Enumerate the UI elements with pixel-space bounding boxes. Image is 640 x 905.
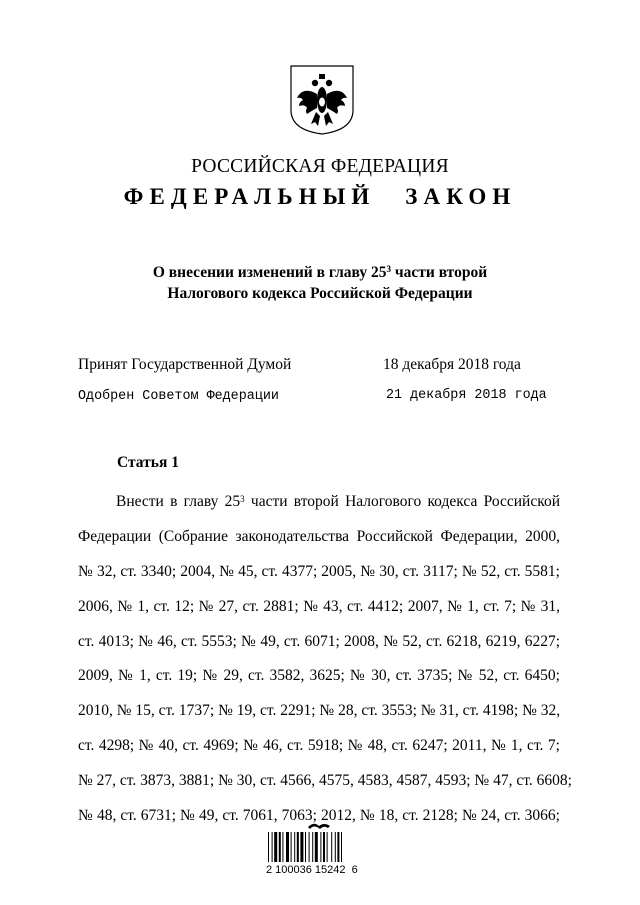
barcode-bar	[282, 832, 283, 862]
barcode-bar	[341, 832, 342, 862]
council-approval-label: Одобрен Советом Федерации	[78, 389, 279, 404]
barcode-bar	[272, 832, 273, 862]
barcode-bar	[327, 832, 328, 862]
article-line: Федерации (Собрание законодательства Российской Федерации, 2000,	[78, 527, 560, 545]
article-line: ст. 4013; № 46, ст. 5553; № 49, ст. 6071; 2008, № 52, ст. 6218, 6219, 6227;	[78, 632, 560, 650]
barcode-bar	[309, 832, 310, 862]
article-line: № 48, ст. 6731; № 49, ст. 7061, 7063; 2012, № 18, ст. 2128; № 24, ст. 3066;	[78, 807, 560, 825]
chapter-superscript: 3	[386, 264, 392, 274]
duma-adoption-label: Принят Государственной Думой	[78, 356, 292, 373]
barcode-bar	[337, 832, 339, 862]
barcode-bar	[323, 832, 325, 862]
barcode-bar	[305, 832, 306, 862]
barcode-bar	[286, 832, 289, 862]
article-line: Внести в главу $25^3$ части второй Налогового кодекса Российской	[116, 493, 560, 510]
barcode-bar	[335, 832, 336, 862]
article-line: 2010, № 15, ст. 1737; № 19, ст. 2291; № 28, ст. 3553; № 31, ст. 4198; № 32,	[78, 702, 561, 720]
article-body	[78, 485, 572, 834]
article-line: 2009, № 1, ст. 19; № 29, ст. 3582, 3625; № 30, ст. 3735; № 52, ст. 6450;	[78, 667, 560, 685]
council-approval-date: 21 декабря 2018 года	[386, 388, 547, 403]
law-title-line-1: О внесении изменений в главу $25^3$ части второй	[152, 264, 488, 281]
barcode-bar	[279, 832, 281, 862]
barcode-bar	[320, 832, 321, 862]
article-line: 2006, № 1, ст. 12; № 27, ст. 2881; № 43, ст. 4412; 2007, № 1, ст. 7; № 31,	[78, 597, 560, 615]
barcode-bar	[268, 832, 269, 862]
barcode-bar	[297, 832, 299, 862]
law-title	[0, 262, 640, 304]
article-heading: Статья 1	[117, 454, 179, 471]
barcode-bar	[294, 832, 295, 862]
barcode-bar	[315, 832, 318, 862]
barcode-number: 2 100036 15242 6	[266, 864, 358, 876]
article-line: № 32, ст. 3340; 2004, № 45, ст. 4377; 2005, № 30, ст. 3117; № 52, ст. 5581;	[78, 562, 560, 580]
barcode-bar	[312, 832, 313, 862]
duma-adoption-date: 18 декабря 2018 года	[383, 356, 521, 373]
state-emblem-icon	[289, 64, 355, 136]
article-line: ст. 4298; № 40, ст. 4969; № 46, ст. 5918; № 48, ст. 6247; 2011, № 1, ст. 7;	[78, 737, 560, 755]
article-line: № 27, ст. 3873, 3881; № 30, ст. 4566, 4575, 4583, 4587, 4593; № 47, ст. 6608;	[78, 772, 572, 790]
country-title: РОССИЙСКАЯ ФЕДЕРАЦИЯ	[191, 156, 449, 177]
barcode-bar	[291, 832, 292, 862]
barcode-bar	[300, 832, 303, 862]
law-title-line-2: Налогового кодекса Российской Федерации	[167, 285, 473, 302]
barcode-bar	[274, 832, 277, 862]
barcode-bar	[331, 832, 332, 862]
document-type: ФЕДЕРАЛЬНЫЙ ЗАКОН	[123, 184, 517, 209]
